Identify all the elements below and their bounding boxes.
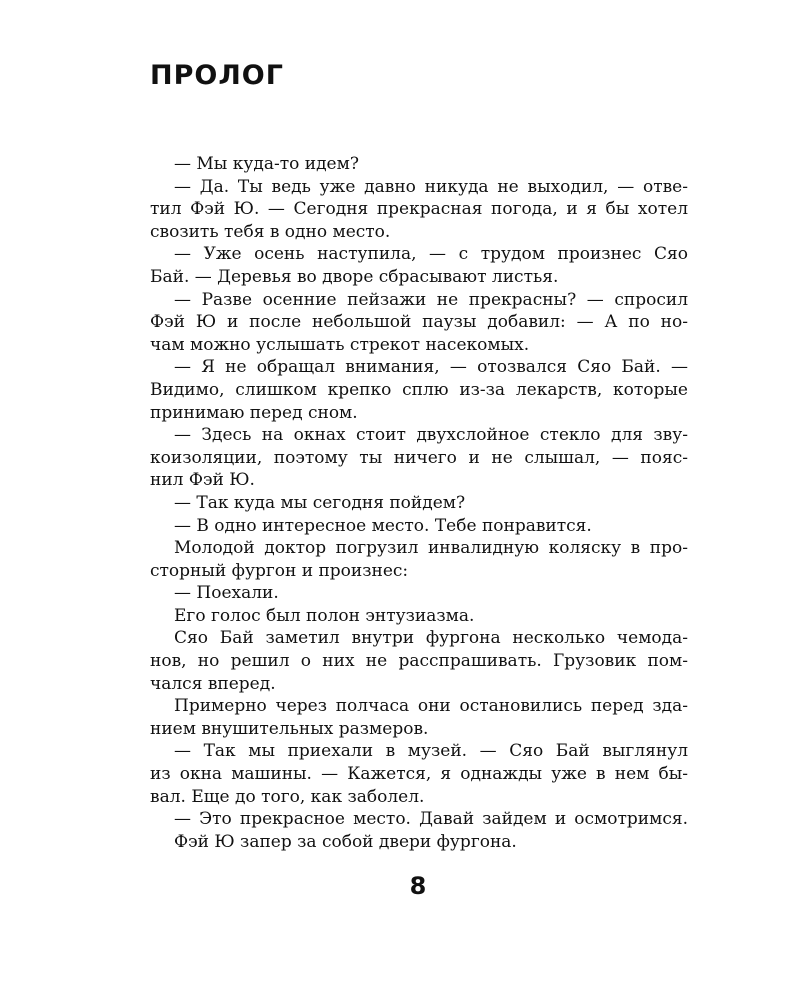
text-line: свозить тебя в одно место.: [150, 221, 391, 242]
text-line: чам можно услышать стрекот насекомых.: [150, 334, 530, 355]
text-line: Видимо, слишком крепко сплю из-за лекарств, которые: [150, 379, 688, 400]
text-line: Фэй Ю запер за собой двери фургона.: [174, 831, 517, 852]
text-line: чался вперед.: [150, 673, 276, 694]
text-line: — Уже осень наступила, — с трудом произнес Сяо: [174, 244, 688, 265]
text-line: — Мы куда-то идем?: [174, 154, 359, 174]
text-line: — Так куда мы сегодня пойдем?: [174, 492, 466, 513]
text-line: нил Фэй Ю.: [150, 470, 255, 491]
text-line: — Так мы приехали в музей. — Сяо Бай выглянул: [174, 741, 688, 762]
text-line: — Это прекрасное место. Давай зайдем и осмотримся.: [174, 809, 688, 830]
body-text: [150, 153, 688, 853]
text-line: — В одно интересное место. Тебе понравится.: [174, 515, 592, 536]
page-number: 8: [409, 872, 427, 900]
chapter-title: ПРОЛОГ: [150, 60, 284, 91]
text-line: нием внушительных размеров.: [150, 718, 429, 739]
text-line: вал. Еще до того, как заболел.: [150, 786, 425, 807]
text-line: Фэй Ю и после небольшой паузы добавил: — А по но-: [150, 312, 688, 333]
text-line: — Разве осенние пейзажи не прекрасны? — спросил: [174, 289, 688, 310]
text-line: — Да. Ты ведь уже давно никуда не выходил, — отве-: [174, 176, 688, 197]
text-line: из окна машины. — Кажется, я однажды уже в нем бы-: [150, 764, 688, 785]
text-line: нов, но решил о них не расспрашивать. Грузовик пом-: [150, 651, 688, 672]
text-line: — Поехали.: [174, 583, 279, 604]
text-line: Его голос был полон энтузиазма.: [174, 605, 475, 626]
text-line: — Здесь на окнах стоит двухслойное стекло для зву-: [174, 425, 688, 446]
text-line: тил Фэй Ю. — Сегодня прекрасная погода, и я бы хотел: [150, 199, 688, 220]
text-line: коизоляции, поэтому ты ничего и не слышал, — пояс-: [150, 447, 688, 468]
text-line: Сяо Бай заметил внутри фургона несколько чемода-: [174, 628, 688, 649]
text-line: сторный фургон и произнес:: [150, 560, 409, 581]
text-line: Молодой доктор погрузил инвалидную коляску в про-: [174, 538, 688, 559]
text-line: принимаю перед сном.: [150, 402, 358, 423]
text-line: — Я не обращал внимания, — отозвался Сяо Бай. —: [174, 357, 688, 378]
text-line: Бай. — Деревья во дворе сбрасывают листья.: [150, 266, 559, 287]
text-line: Примерно через полчаса они остановились перед зда-: [174, 696, 688, 717]
